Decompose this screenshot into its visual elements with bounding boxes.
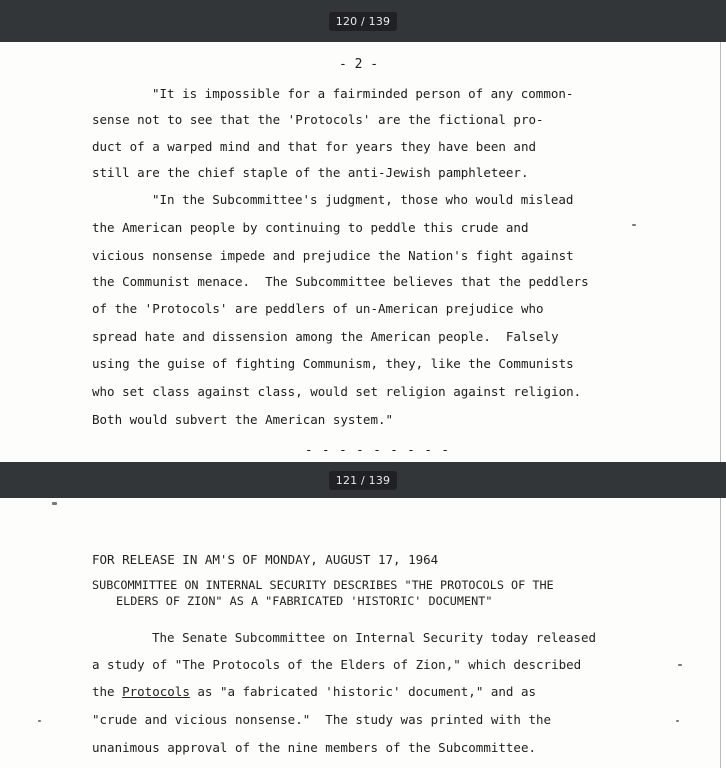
headline-line-2: ELDERS OF ZION" AS A "FABRICATED 'HISTORIC' DOCUMENT" xyxy=(116,594,493,608)
page-indicator-121[interactable]: 121 / 139 xyxy=(329,471,398,490)
text-line-7: vicious nonsense impede and prejudice the Nation's fight against xyxy=(92,248,574,263)
document-page-121 xyxy=(0,498,720,768)
page-edge xyxy=(720,498,726,768)
release-line: FOR RELEASE IN AM'S OF MONDAY, AUGUST 17, 1964 xyxy=(92,552,439,567)
text-line-1: "It is impossible for a fairminded person of any common- xyxy=(152,86,574,101)
body-line-2: a study of "The Protocols of the Elders of Zion," which described xyxy=(92,657,582,672)
page-edge xyxy=(720,42,726,462)
scan-speck xyxy=(676,720,679,722)
text-line-3: duct of a warped mind and that for years they have been and xyxy=(92,139,537,154)
text-line-4: still are the chief staple of the anti-Jewish pamphleteer. xyxy=(92,165,529,180)
text-line-10: spread hate and dissension among the American people. Falsely xyxy=(92,329,559,344)
text-line-5: "In the Subcommittee's judgment, those who would mislead xyxy=(152,192,574,207)
text-line-6: the American people by continuing to peddle this crude and xyxy=(92,220,529,235)
text-line-11: using the guise of fighting Communism, they, like the Communists xyxy=(92,356,574,371)
body-line-1: The Senate Subcommittee on Internal Security today released xyxy=(152,630,597,645)
text-line-12: who set class against class, would set religion against religion. xyxy=(92,384,582,399)
scan-speck xyxy=(632,224,636,226)
page-toolbar-top xyxy=(0,0,726,42)
page-toolbar-mid xyxy=(0,462,726,498)
body-line-5: unanimous approval of the nine members of the Subcommittee. xyxy=(92,740,537,755)
text-line-9: of the 'Protocols' are peddlers of un-American prejudice who xyxy=(92,301,544,316)
document-page-120 xyxy=(0,42,720,462)
body-line-3-pre: the xyxy=(92,684,123,699)
scan-speck xyxy=(38,720,41,722)
text-line-13: Both would subvert the American system." xyxy=(92,412,394,427)
closing-dashes: - - - - - - - - - xyxy=(305,442,450,457)
scan-speck xyxy=(678,664,682,666)
text-line-8: the Communist menace. The Subcommittee believes that the peddlers xyxy=(92,274,589,289)
headline-line-1: SUBCOMMITTEE ON INTERNAL SECURITY DESCRIBES "THE PROTOCOLS OF THE xyxy=(92,578,554,592)
protocols-underlined: Protocols xyxy=(122,684,190,699)
scan-speck xyxy=(52,502,57,505)
body-line-3 xyxy=(92,686,536,699)
page-number: - 2 - xyxy=(339,57,379,72)
text-line-2: sense not to see that the 'Protocols' are the fictional pro- xyxy=(92,112,544,127)
body-line-4: "crude and vicious nonsense." The study was printed with the xyxy=(92,712,552,727)
page-indicator-120[interactable]: 120 / 139 xyxy=(329,12,398,31)
body-line-3-post: as "a fabricated 'historic' document," and as xyxy=(189,684,537,699)
